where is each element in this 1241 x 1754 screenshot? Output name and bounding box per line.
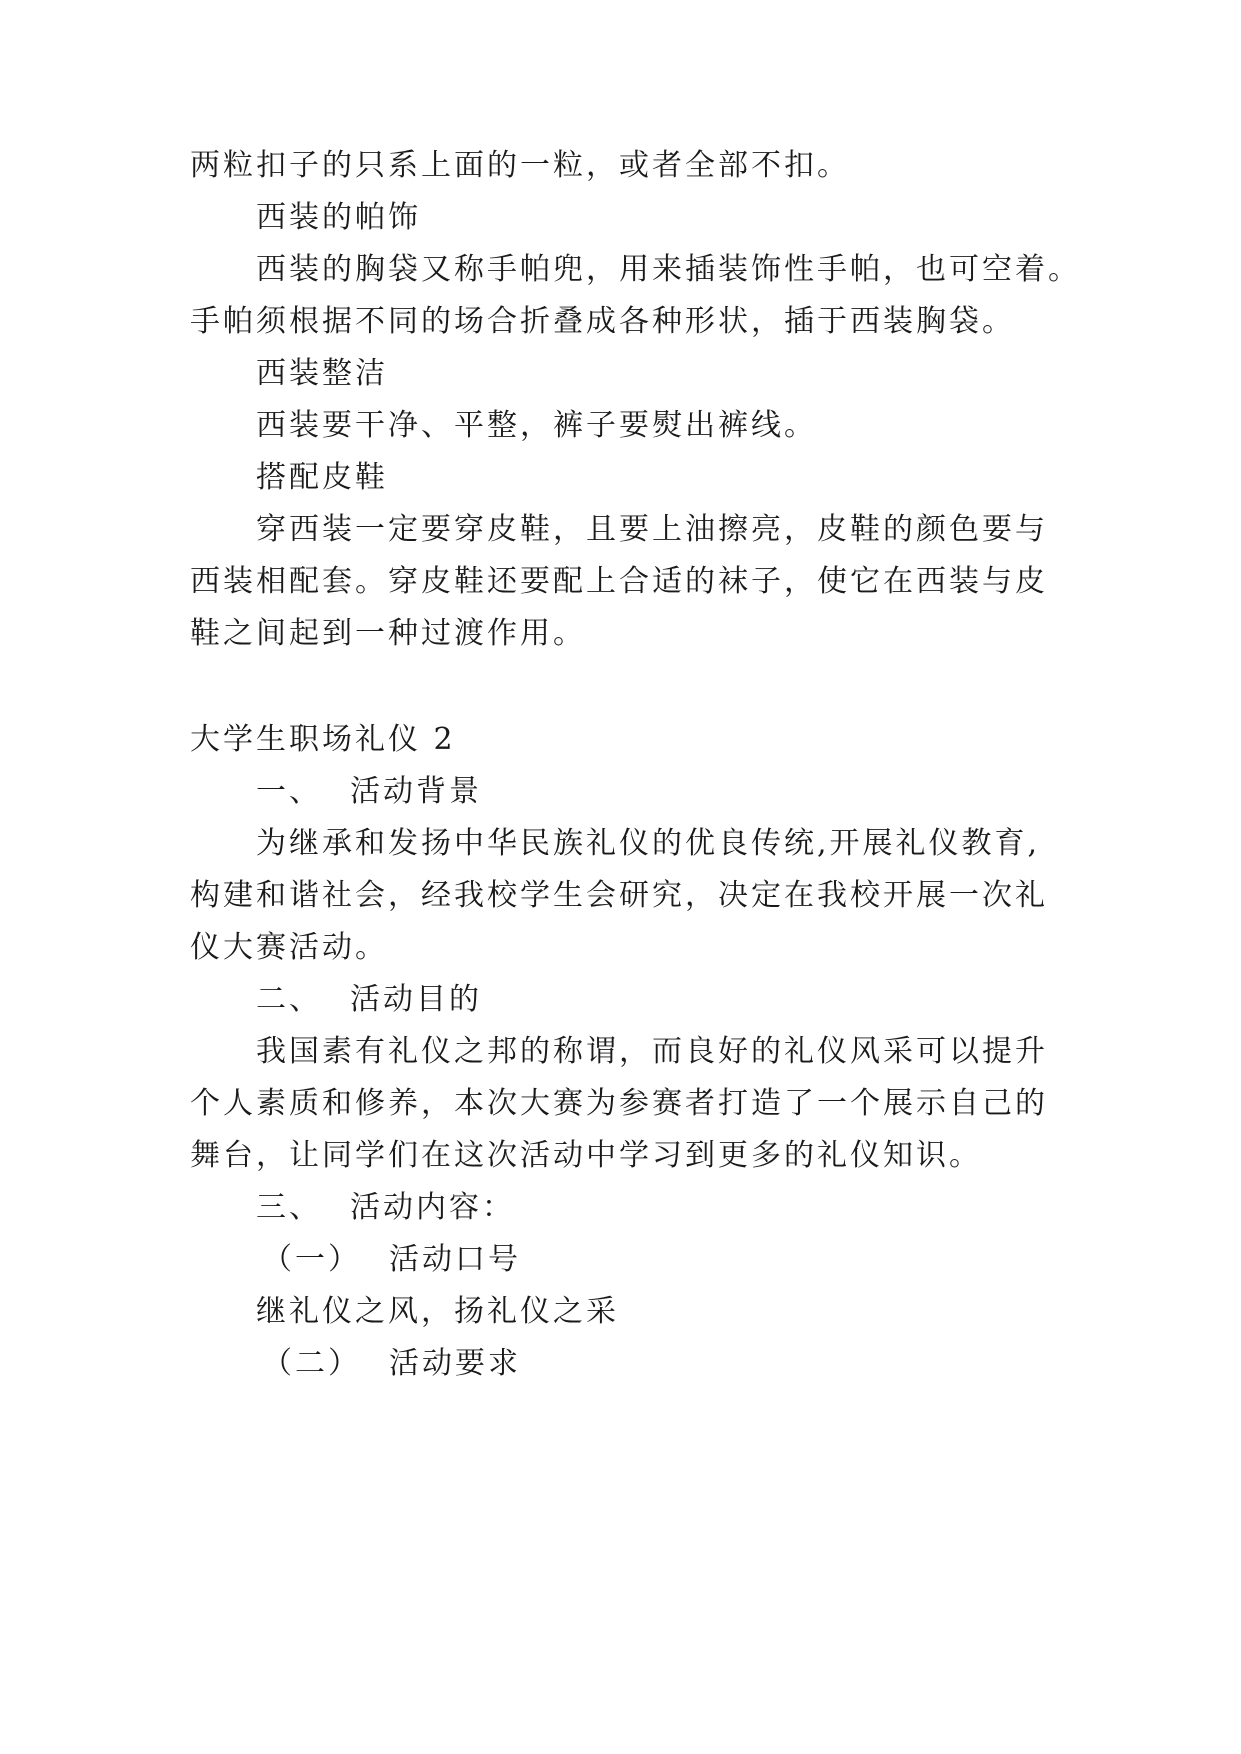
subheading-requirements: [262, 1344, 521, 1384]
subheading-number: （二）: [262, 1346, 361, 1381]
heading-purpose: [256, 980, 482, 1020]
body-text-line: 西装相配套。穿皮鞋还要配上合适的袜子，使它在西装与皮: [190, 564, 1048, 599]
body-text-line: 西装要干净、平整，裤子要熨出裤线。: [256, 408, 817, 443]
subheading-suit-pocket-square: 西装的帕饰: [256, 200, 421, 235]
body-text-line: 构建和谐社会，经我校学生会研究，决定在我校开展一次礼: [190, 878, 1048, 913]
body-text-line: 为继承和发扬中华民族礼仪的优良传统,开展礼仪教育,: [256, 826, 1041, 861]
heading-text: 活动背景: [350, 774, 482, 809]
heading-number: 一、: [256, 774, 322, 809]
subheading-suit-tidy: 西装整洁: [256, 356, 388, 391]
heading-number: 二、: [256, 982, 322, 1017]
heading-content: [256, 1188, 515, 1228]
heading-number: 三、: [256, 1190, 322, 1225]
heading-text: 活动内容：: [350, 1190, 515, 1225]
body-text-line: 手帕须根据不同的场合折叠成各种形状，插于西装胸袋。: [190, 304, 1015, 339]
heading-background: [256, 772, 482, 812]
subheading-number: （一）: [262, 1242, 361, 1277]
subheading-slogan: [262, 1240, 521, 1280]
body-text-line: 个人素质和修养，本次大赛为参赛者打造了一个展示自己的: [190, 1086, 1048, 1121]
slogan-text: 继礼仪之风，扬礼仪之采: [256, 1294, 619, 1329]
body-text-line: 我国素有礼仪之邦的称谓，而良好的礼仪风采可以提升: [256, 1034, 1048, 1069]
subheading-leather-shoes: 搭配皮鞋: [256, 460, 388, 495]
section-title: 大学生职场礼仪 2: [190, 722, 456, 757]
body-text-line: 鞋之间起到一种过渡作用。: [190, 616, 586, 651]
body-text-line: 穿西装一定要穿皮鞋，且要上油擦亮，皮鞋的颜色要与: [256, 512, 1048, 547]
body-text-line: 两粒扣子的只系上面的一粒，或者全部不扣。: [190, 148, 850, 183]
heading-text: 活动目的: [350, 982, 482, 1017]
body-text-line: 西装的胸袋又称手帕兜，用来插装饰性手帕，也可空着。: [256, 252, 1081, 287]
subheading-text: 活动要求: [389, 1346, 521, 1381]
body-text-line: 仪大赛活动。: [190, 930, 388, 965]
body-text-line: 舞台，让同学们在这次活动中学习到更多的礼仪知识。: [190, 1138, 982, 1173]
subheading-text: 活动口号: [389, 1242, 521, 1277]
